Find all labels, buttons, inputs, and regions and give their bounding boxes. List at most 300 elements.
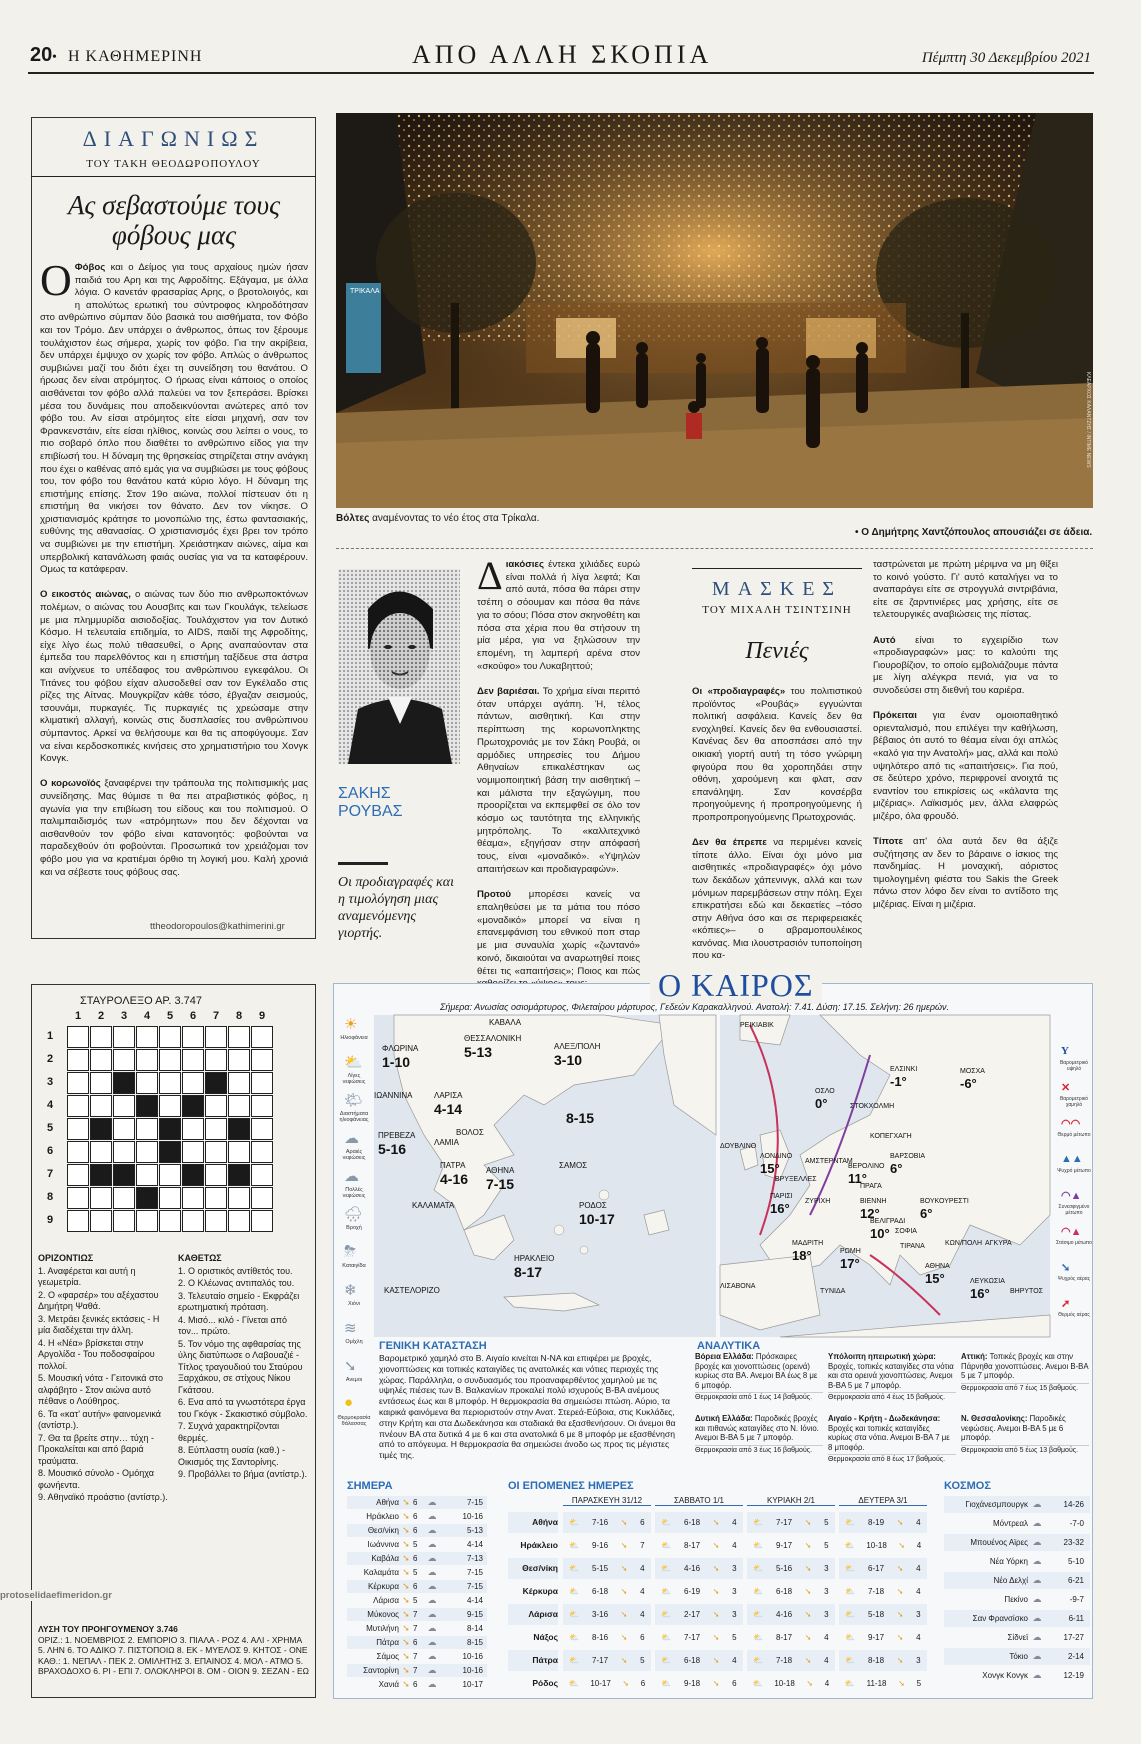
wind-icon: ➘ [620, 1518, 628, 1527]
city-name: ΔΟΥΒΛΙΝΟ [720, 1143, 757, 1150]
europe-city-label [720, 1140, 756, 1151]
weather-title: Ο ΚΑΙΡΟΣ [650, 967, 822, 1004]
crossword-cell[interactable] [136, 1164, 158, 1186]
city-name: Νέο Δελχί [993, 1576, 1028, 1585]
weather-legend-icon: ☁ [344, 1169, 359, 1185]
temp-range: 10-17 [590, 1679, 611, 1688]
forecast-cell [563, 1650, 651, 1671]
crossword-cell[interactable] [228, 1141, 250, 1163]
wind-force: 4 [640, 1564, 645, 1573]
crossword-cell[interactable] [182, 1072, 204, 1094]
city-temp: -1° [890, 1074, 907, 1089]
world-row [944, 1534, 1090, 1551]
crossword-cell[interactable] [205, 1049, 227, 1071]
wind-force: 7 [640, 1541, 645, 1550]
weather-icon: ⛅ [661, 1587, 672, 1596]
day-header: ΠΑΡΑΣΚΕΥΗ 31/12 [563, 1496, 651, 1506]
wind-force: 7 [413, 1666, 418, 1675]
crossword-cell[interactable] [182, 1141, 204, 1163]
crossword-cell[interactable] [205, 1026, 227, 1048]
city-name: Μόντρεαλ [992, 1519, 1028, 1528]
crossword-cell[interactable] [90, 1095, 112, 1117]
crossword-cell[interactable] [113, 1049, 135, 1071]
weather-icon: ⛅ [569, 1656, 580, 1665]
world-row [944, 1515, 1090, 1532]
today-row [347, 1650, 487, 1663]
lead-word: Τίποτε [873, 836, 904, 848]
temp-range: 7-15 [466, 1582, 483, 1591]
crossword-cell[interactable] [228, 1187, 250, 1209]
europe-city-label [945, 1237, 982, 1248]
city-name: Χανιά [378, 1680, 399, 1689]
wind-force: 5 [413, 1596, 418, 1605]
crossword-cell[interactable] [205, 1187, 227, 1209]
world-row [944, 1648, 1090, 1665]
crossword-black-cell [90, 1118, 112, 1140]
greece-city-label [456, 1127, 484, 1138]
legend-left [336, 1015, 374, 1455]
city-name: ΑΓΚΥΡΑ [985, 1240, 1012, 1247]
wind-force: 3 [732, 1610, 737, 1619]
region-forecast [828, 1414, 956, 1465]
weather-icon: ☁ [427, 1623, 437, 1633]
issue-date: Πέμπτη 30 Δεκεμβρίου 2021 [921, 50, 1091, 66]
across-clues [38, 1253, 168, 1593]
crossword-cell[interactable] [251, 1210, 273, 1232]
weather-legend-right-label: Στάσιμο μέτωπο [1056, 1240, 1092, 1246]
wind-icon: ➘ [620, 1610, 628, 1619]
lead-word: Πρόκειται [873, 710, 917, 722]
crossword-cell[interactable] [159, 1026, 181, 1048]
crossword-cell[interactable] [205, 1164, 227, 1186]
crossword-cell[interactable] [159, 1072, 181, 1094]
paragraph: μπορέσει κανείς να επαληθεύσει με τα μάτια του πόσο «μοναδικό» μπορεί να είναι η επανεμφάνιση του εθνικού ποπ σταρ με μια συναυλία χωρίς «ζωντανό» κοινό, δικαιούται να αναρωτηθεί ποιες θέτει τις «απαιτήσεις»; Ποιος και πώς [477, 889, 641, 977]
region-text: Παροδικές βροχές και πιθανώς καταιγίδες στο Ν. Ιόνιο. Ανεμοι Β-ΒΑ 5 με 7 μποφόρ. [695, 1414, 819, 1442]
wind-force: 6 [413, 1638, 418, 1647]
city-name: ΒΙΕΝΝΗ [860, 1198, 887, 1205]
city-temp: 18° [792, 1248, 812, 1263]
column-author: ΤΟΥ ΜΙΧΑΛΗ ΤΣΙΝΤΣΙΝΗ [702, 604, 852, 616]
weather-icon: ⛅ [661, 1518, 672, 1527]
city-name: ΒΕΛΙΓΡΑΔΙ [870, 1218, 906, 1225]
city-name: ΤΙΡΑΝΑ [900, 1243, 925, 1250]
temp-range: 6-21 [1067, 1576, 1084, 1585]
crossword-cell[interactable] [113, 1141, 135, 1163]
crossword-cell[interactable] [228, 1095, 250, 1117]
wind-icon: ➘ [402, 1623, 410, 1633]
crossword-cell[interactable] [251, 1164, 273, 1186]
wind-force: 7 [413, 1610, 418, 1619]
city-name: ΑΛΕΞ/ΠΟΛΗ [554, 1042, 601, 1051]
wind-force: 4 [824, 1679, 830, 1688]
weather-legend-icon: 🌤 [344, 1093, 364, 1109]
wind-icon: ➘ [620, 1587, 628, 1596]
city-name: Σάμος [376, 1652, 399, 1661]
crossword-cell[interactable] [251, 1026, 273, 1048]
crossword-cell[interactable] [159, 1187, 181, 1209]
crossword-cell[interactable] [67, 1118, 89, 1140]
paragraph: ταστρώνεται με πρώτη μέριμνα να μη θίξει το κοινό γούστο. Γι' αυτό καταλήγει να το αναπαράγει είτε σε στρογγυλά σιντριβάνια, είτε σε ζαρντινιέρες μας χρήσης, είτε σε τελετουργικές αναβιώσεις της πίστας. [873, 559, 1058, 621]
temp-range: 3-16 [592, 1610, 609, 1619]
city-name: ΖΥΡΙΧΗ [805, 1198, 831, 1205]
crossword-cell[interactable] [67, 1049, 89, 1071]
today-row [347, 1580, 487, 1593]
weather-legend-icon: ≋ [344, 1321, 357, 1337]
crossword-col-number: 8 [235, 1010, 243, 1022]
weather-legend-icon: ● [344, 1395, 354, 1411]
city-temp: 7-15 [486, 1176, 515, 1192]
paragraph: για έναν ομοιοπαθητικό οριενταλισμό, που επιλέγει την καθήλωση, βέβαιος ότι αυτό το θέαμα είναι όχι απλώς «καλό για την Ανατολή» μας, αλλά και πολύ υψηλότερο από τις «απαιτήσεις». Για πού, σε δεύτερο χρόνο, περιφρονεί ανοιχτά τις εναντίον του επικρίσεις ως «κάλαντα της μιζέριας». Λαϊκισμός μεν, άλλα ελαφρώς μιζέρο, όλα φρουδό. [873, 710, 1058, 822]
crossword-black-cell [228, 1164, 250, 1186]
forecast-cell [655, 1673, 743, 1694]
crossword-col-number: 3 [120, 1010, 128, 1022]
wind-icon: ➘ [402, 1567, 410, 1577]
region-name: Βόρεια Ελλάδα: [695, 1352, 756, 1361]
weather-legend-right-icon: Y [1061, 1045, 1069, 1057]
crossword-cell[interactable] [90, 1049, 112, 1071]
day-header: ΚΥΡΙΑΚΗ 2/1 [747, 1496, 835, 1506]
temp-range: 7-17 [776, 1518, 793, 1527]
today-row [347, 1552, 487, 1565]
europe-city-label [840, 1245, 861, 1271]
weather-legend-icon: ➘ [344, 1359, 357, 1375]
region-temp: Θερμοκρασία από 3 έως 16 βαθμούς. [695, 1445, 823, 1456]
temp-range: 7-18 [776, 1656, 793, 1665]
forecast-cell [655, 1604, 743, 1625]
wind-icon: ➘ [712, 1518, 720, 1527]
europe-city-label [740, 1019, 774, 1030]
forecast-cell [839, 1627, 927, 1648]
weather-legend-label: Λίγες νεφώσεις [342, 1073, 366, 1085]
crossword-cell[interactable] [67, 1141, 89, 1163]
crossword-cell[interactable] [251, 1118, 273, 1140]
crossword-cell[interactable] [205, 1095, 227, 1117]
crossword-cell[interactable] [228, 1210, 250, 1232]
weather-icon: ☁ [1032, 1575, 1042, 1585]
temp-range: -9-7 [1069, 1595, 1084, 1604]
city-temp: 11° [848, 1171, 867, 1186]
wind-icon: ➘ [898, 1541, 906, 1550]
author-email: ttheodoropoulos@kathimerini.gr [150, 921, 285, 932]
photo-caption [336, 513, 539, 524]
today-row [347, 1608, 487, 1621]
crossword-cell[interactable] [136, 1072, 158, 1094]
wind-icon: ➘ [402, 1609, 410, 1619]
crossword-row-number: 7 [47, 1168, 54, 1180]
crossword-col-number: 1 [74, 1010, 82, 1022]
crossword-col-number: 9 [258, 1010, 266, 1022]
city-name: ΡΕΙΚΙΑΒΙΚ [740, 1022, 774, 1029]
crossword-cell[interactable] [182, 1210, 204, 1232]
down-clue: 2. Ο Κλέωνας αντιπαλός του. [178, 1278, 295, 1288]
crossword-cell[interactable] [90, 1072, 112, 1094]
crossword-cell[interactable] [205, 1141, 227, 1163]
paragraph: να περιμένει κανείς τίποτε άλλο. Είναι όχι μόνο μια αισθητικές «προδιαγραφές» όχι μόνο των δεκάδων χάπενινγκ, αλλά και των μόνιμων παρεμβάσεων στην πόλη. Εχει επικρατήσει εδώ και δεκαετίες –τόσο στην Αθήνα όσο και σε περιφερειακές «κόπιες»– ο αβραμοπουλέικος κανόνας. Μια ιλουστρασιόν τυποποίηση που κα- [692, 837, 862, 962]
crossword-row-number: 2 [47, 1053, 54, 1065]
weather-icon: ⛅ [753, 1518, 764, 1527]
wind-icon: ➘ [804, 1610, 812, 1619]
europe-cities-layer [720, 1015, 1050, 1337]
region-text: Πρόσκαιρες βροχές και χιονοπτώσεις (ορεινά) κυρίως στα ΒΑ. Ανεμοι ΒΑ έως 8 με 6 μποφόρ. [695, 1352, 818, 1390]
article-body-rouvas [477, 553, 641, 977]
city-temp: 5-16 [378, 1141, 407, 1157]
region-text: Βροχές και τοπικές καταιγίδες κυρίως στα νότια. Ανεμοι Β-ΒΑ 7 με 8 μποφόρ. [828, 1423, 950, 1452]
crossword-cell[interactable] [228, 1049, 250, 1071]
temp-range: 8-19 [868, 1518, 885, 1527]
crossword-cell[interactable] [90, 1026, 112, 1048]
wind-icon: ➘ [712, 1633, 720, 1642]
day-header: ΔΕΥΤΕΡΑ 3/1 [839, 1496, 927, 1506]
wind-force: 5 [916, 1679, 922, 1688]
name-line: ΣΑΚΗΣ [338, 785, 391, 802]
crossword-cell[interactable] [67, 1187, 89, 1209]
wind-icon: ➘ [402, 1511, 410, 1521]
today-table [347, 1496, 487, 1696]
crossword-cell[interactable] [136, 1141, 158, 1163]
crossword-cell[interactable] [67, 1072, 89, 1094]
today-row [347, 1510, 487, 1523]
article-body-maskes-1 [692, 686, 862, 962]
header-rule [28, 72, 1094, 74]
across-clue: 8. Μουσικό σύνολο - Ομόηχα φωνήεντα. [38, 1468, 154, 1490]
temp-range: -7-0 [1069, 1519, 1084, 1528]
world-row [944, 1610, 1090, 1627]
temp-range: 11-18 [866, 1679, 887, 1688]
crossword-cell[interactable] [113, 1095, 135, 1117]
forecast-cell [839, 1673, 927, 1694]
weather-legend-right-label: Θερμός αέρας [1058, 1312, 1090, 1318]
wind-force: 4 [732, 1518, 737, 1527]
forecast-city: Ηράκλειο [520, 1540, 558, 1550]
temp-range: 10-16 [462, 1666, 483, 1675]
weather-legend-label: Ανεμοι [345, 1377, 363, 1383]
crossword-cell[interactable] [90, 1210, 112, 1232]
crossword-cell[interactable] [251, 1095, 273, 1117]
today-row [347, 1594, 487, 1607]
crossword-cell[interactable] [159, 1049, 181, 1071]
crossword-cell[interactable] [113, 1118, 135, 1140]
temp-range: 9-16 [592, 1541, 609, 1550]
wind-force: 4 [640, 1610, 645, 1619]
region-name: Υπόλοιπη ηπειρωτική χώρα: [828, 1352, 936, 1361]
forecast-cell [747, 1535, 835, 1556]
wind-force: 6 [413, 1554, 418, 1563]
weather-icon: ⛅ [661, 1633, 672, 1642]
weather-icon: ☁ [427, 1511, 437, 1521]
temp-range: 5-16 [776, 1564, 793, 1573]
temp-range: 7-17 [684, 1633, 701, 1642]
temp-range: 8-14 [466, 1624, 483, 1633]
today-info: Σήμερα: Ανωσίας οσιομάρτυρος, Φιλεταίρου μάρτυρος, Γεδεών Καρακαλληνού. Ανατολή: 7.41. Δύση: 17.15. Σελήνη: 26 ημερών. [440, 1002, 950, 1012]
today-row [347, 1636, 487, 1649]
region-name: Αιγαίο - Κρήτη - Δωδεκάνησα: [828, 1414, 941, 1423]
crossword-row-number: 8 [47, 1191, 54, 1203]
crossword-cell[interactable] [136, 1118, 158, 1140]
weather-icon: ⛅ [661, 1541, 672, 1550]
crossword-cell[interactable] [136, 1210, 158, 1232]
city-temp: 0° [815, 1096, 828, 1111]
crossword-cell[interactable] [182, 1026, 204, 1048]
city-name: Καβάλα [371, 1554, 399, 1563]
crossword-cell[interactable] [136, 1049, 158, 1071]
weather-icon: ⛅ [569, 1564, 580, 1573]
weather-legend-right-label: Θερμό μέτωπο [1057, 1132, 1091, 1138]
solution-across: ΟΡΙΖ.: 1. ΝΟΕΜΒΡΙΟΣ 2. ΕΜΠΟΡΙΟ 3. ΠΙΑΛΑ - ΡΟΖ 4. ΑΛΙ - ΧΡΗΜΑ 5. ΛΗΝ 6. ΤΟ ΑΔΙΚΟ 7. ΠΙΣΤΟΠΟΙΩ 8. ΕΚ - ΜΥΕΛΟΣ 9. ΚΗΤΟΣ - ΟΝΕ [38, 1634, 308, 1655]
forecast-cell [563, 1581, 651, 1602]
city-name: ΛΑΜΙΑ [434, 1138, 459, 1147]
divider [692, 568, 862, 569]
forecast-cell [563, 1673, 651, 1694]
weather-icon: ☁ [427, 1595, 437, 1605]
city-temp: 4-14 [434, 1101, 463, 1117]
day-header: ΣΑΒΒΑΤΟ 1/1 [655, 1496, 743, 1506]
crossword-cell[interactable] [90, 1187, 112, 1209]
crossword-cell[interactable] [159, 1210, 181, 1232]
crossword-cell[interactable] [228, 1026, 250, 1048]
wind-icon: ➘ [896, 1633, 904, 1642]
europe-city-label [770, 1190, 793, 1216]
temp-range: 6-18 [684, 1518, 701, 1527]
crossword-cell[interactable] [113, 1026, 135, 1048]
wind-force: 3 [824, 1587, 829, 1596]
crossword-black-cell [228, 1118, 250, 1140]
down-clue: 1. Ο οριστικός αντίθετός του. [178, 1265, 293, 1276]
temp-range: 7-15 [466, 1498, 483, 1507]
temp-range: 14-26 [1063, 1500, 1084, 1509]
crossword-cell[interactable] [182, 1187, 204, 1209]
wind-icon: ➘ [620, 1564, 628, 1573]
weather-legend-label: Διαστήματα ηλιοφάνειας [339, 1111, 369, 1123]
weather-legend-icon: ⛅ [344, 1055, 363, 1071]
weather-icon: ⛅ [569, 1587, 580, 1596]
lead-word: Ο εικοστός αιώνας, [40, 589, 131, 601]
region-temp: Θερμοκρασία από 1 έως 14 βαθμούς. [695, 1392, 823, 1403]
city-name: ΛΙΣΑΒΟΝΑ [720, 1283, 756, 1290]
wind-force: 4 [732, 1656, 737, 1665]
crossword-cell[interactable] [159, 1095, 181, 1117]
weather-icon: ⛅ [569, 1518, 580, 1527]
city-name: ΠΑΤΡΑ [440, 1161, 466, 1170]
dashed-divider [336, 548, 1093, 549]
forecast-cell [747, 1627, 835, 1648]
weather-icon: ⛅ [845, 1656, 856, 1665]
crossword-cell[interactable] [182, 1049, 204, 1071]
forecast-cell [655, 1581, 743, 1602]
forecast-cell [839, 1604, 927, 1625]
crossword-cell[interactable] [159, 1164, 181, 1186]
weather-legend-label: Ομίχλη [345, 1339, 363, 1345]
forecast-cell [563, 1627, 651, 1648]
weather-icon: ☁ [427, 1497, 437, 1507]
today-row [347, 1622, 487, 1635]
forecast-cell [655, 1627, 743, 1648]
greece-city-label [579, 1200, 615, 1227]
wind-force: 5 [824, 1518, 829, 1527]
crossword-cell[interactable] [228, 1072, 250, 1094]
crossword-black-cell [205, 1072, 227, 1094]
temp-range: 9-17 [868, 1633, 885, 1642]
city-name: ΒΗΡΥΤΟΣ [1010, 1288, 1043, 1295]
weather-legend-label: Πολλές νεφώσεις [342, 1187, 366, 1199]
city-temp: 3-10 [554, 1052, 583, 1068]
crossword-row-number: 3 [47, 1076, 54, 1088]
region-forecast [961, 1352, 1089, 1393]
across-clue: 7. Θα τα βρείτε στην… τύχη - Προκαλείται και από βαριά τραύματα. [38, 1432, 155, 1466]
weather-legend-label: Χιόνι [348, 1301, 360, 1307]
forecast-cell [747, 1604, 835, 1625]
crossword-cell[interactable] [205, 1210, 227, 1232]
temp-range: 12-19 [1063, 1671, 1084, 1680]
solution-down: ΚΑΘ.: 1. ΝΕΠΑΛ - ΠΕΚ 2. ΟΜΙΛΗΤΗΣ 3. ΕΠΑΙΝΟΣ 4. ΜΟΛ - ΑΤΜΟ 5. ΒΡΑΧΟΔΟΧΟ 6. ΡΙ - ΕΠΙ 7. ΟΛΟΚΛΗΡΟΙ 8. ΟΜ - ΟΙΟΝ 9. ΣΕΖΑΝ - ΕΩ [38, 1655, 310, 1676]
weather-icon: ☁ [427, 1609, 437, 1619]
weather-icon: ☁ [1032, 1613, 1042, 1623]
crossword-cell[interactable] [182, 1118, 204, 1140]
wind-icon: ➘ [898, 1679, 905, 1688]
crossword-cell[interactable] [251, 1049, 273, 1071]
weather-legend-right-icon: ◠◠ [1061, 1118, 1081, 1130]
column-kicker: ΔΙΑΓΩΝΙΩΣ [82, 126, 265, 151]
wind-icon: ➘ [804, 1518, 812, 1527]
forecast-city: Λάρισα [508, 1604, 558, 1625]
temp-range: 7-17 [592, 1656, 609, 1665]
crossword-cell[interactable] [113, 1210, 135, 1232]
city-name: ΒΟΥΚΟΥΡΕΣΤΙ [920, 1198, 969, 1205]
temp-range: 4-16 [684, 1564, 701, 1573]
crossword-cell[interactable] [90, 1141, 112, 1163]
greece-city-label [434, 1090, 463, 1117]
across-title: ΟΡΙΖΟΝΤΙΩΣ [38, 1253, 94, 1263]
crossword-cell[interactable] [251, 1072, 273, 1094]
crossword-cell[interactable] [67, 1164, 89, 1186]
legend-right [1055, 1045, 1093, 1345]
weather-icon: ⛅ [753, 1633, 764, 1642]
crossword-cell[interactable] [113, 1187, 135, 1209]
weather-icon: ☁ [1032, 1537, 1042, 1547]
weather-icon: ⛅ [753, 1564, 764, 1573]
city-name: ΛΑΡΙΣΑ [434, 1091, 463, 1100]
greece-cities-layer [374, 1015, 716, 1337]
wind-icon: ➘ [402, 1581, 410, 1591]
wind-force: 4 [916, 1541, 922, 1550]
crossword-cell[interactable] [251, 1141, 273, 1163]
crossword-cell[interactable] [67, 1095, 89, 1117]
forecast-cell [563, 1535, 651, 1556]
temp-range: 8-15 [466, 1638, 483, 1647]
city-name: Λάρισα [373, 1596, 399, 1605]
region-text: Παροδικές νεφώσεις. Ανεμοι Β-ΒΑ 5 με 6 μποφόρ. [961, 1414, 1066, 1442]
lead-word: Φόβος [74, 262, 106, 273]
crossword-cell[interactable] [67, 1210, 89, 1232]
city-temp: 5-13 [464, 1044, 493, 1060]
temp-range: 6-18 [684, 1656, 701, 1665]
crossword-cell[interactable] [205, 1118, 227, 1140]
wind-force: 4 [916, 1518, 921, 1527]
wind-icon: ➘ [620, 1656, 628, 1665]
crossword-cell[interactable] [67, 1026, 89, 1048]
article-body-maskes-2 [873, 559, 1058, 944]
wind-force: 6 [413, 1582, 418, 1591]
region-text: Βροχές, τοπικές καταιγίδες στα νότια και στα ορεινά χιονοπτώσεις. Ανεμοι Β-ΒΑ 5 με 7 μποφόρ. [828, 1361, 954, 1390]
crossword-row-number: 1 [47, 1030, 54, 1042]
wind-icon: ➘ [896, 1518, 904, 1527]
lead-word: Προτού [477, 889, 511, 901]
city-name: ΤΥΝΙΔΑ [820, 1288, 846, 1295]
crossword-cell[interactable] [251, 1187, 273, 1209]
crossword-cell[interactable] [136, 1026, 158, 1048]
weather-icon: ☁ [427, 1665, 437, 1675]
weather-legend-right-label: Βαρομετρικό υψηλό [1059, 1060, 1089, 1072]
down-clue: 6. Ενα από τα γνωστότερα έργα του Γκόγκ - Σκακιστικό σύμβολο. [178, 1397, 308, 1419]
